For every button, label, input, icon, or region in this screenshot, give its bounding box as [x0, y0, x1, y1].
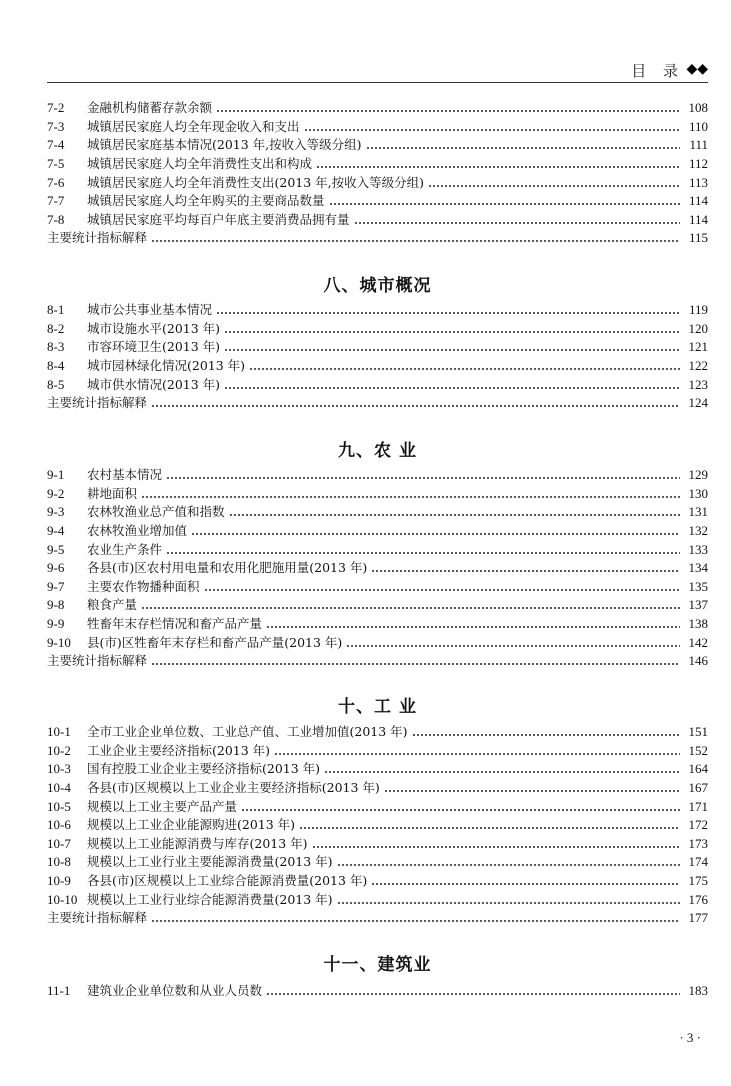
toc-entry[interactable] [47, 540, 708, 559]
toc-entry[interactable] [47, 779, 708, 798]
entry-page-number: 133 [688, 541, 708, 557]
toc-section-7 [47, 99, 708, 248]
entry-code: 10-5 [47, 798, 71, 814]
entry-code: 7-3 [47, 118, 65, 134]
entry-title: 主要农作物播种面积 [87, 578, 204, 596]
entry-title: 城市供水情况(2013 年) [87, 376, 224, 394]
section-heading-8: 八、城市概况 [323, 276, 432, 296]
entry-code: 9-5 [47, 541, 65, 557]
entry-page-number: 173 [688, 835, 708, 851]
toc-entry[interactable] [47, 99, 708, 118]
toc-entry[interactable] [47, 797, 708, 816]
entry-code: 10-2 [47, 742, 71, 758]
entry-title: 城镇居民家庭平均每百户年底主要消费品拥有量 [87, 211, 354, 229]
toc-entry[interactable] [47, 872, 708, 891]
entry-title: 主要统计指标解释 [47, 909, 151, 927]
entry-page-number: 142 [688, 634, 708, 650]
dot-leader [166, 552, 680, 554]
entry-page-number: 108 [688, 100, 708, 116]
dot-leader [329, 203, 680, 205]
entry-code: 9-9 [47, 616, 65, 632]
entry-code: 9-6 [47, 560, 65, 576]
dot-leader [366, 147, 680, 149]
toc-entry[interactable] [47, 375, 708, 394]
entry-title: 主要统计指标解释 [47, 229, 151, 247]
toc-entry[interactable] [47, 229, 708, 248]
dot-leader [224, 387, 680, 389]
entry-page-number: 122 [688, 358, 708, 374]
entry-code: 11-1 [47, 983, 71, 999]
toc-entry[interactable] [47, 173, 708, 192]
entry-code: 10-6 [47, 817, 71, 833]
entry-page-number: 120 [688, 320, 708, 336]
entry-code: 7-7 [47, 193, 65, 209]
entry-title: 规模以上工业企业能源购进(2013 年) [87, 816, 299, 834]
dot-leader [412, 734, 680, 736]
entry-code: 10-10 [47, 891, 78, 907]
entry-title: 粮食产量 [87, 596, 141, 614]
entry-title: 城市园林绿化情况(2013 年) [87, 357, 249, 375]
entry-page-number: 152 [688, 742, 708, 758]
entry-title: 规模以上工业行业综合能源消费量(2013 年) [87, 891, 337, 909]
entry-code: 7-8 [47, 211, 65, 227]
section-heading-9: 九、农 业 [338, 441, 417, 461]
dot-leader [266, 626, 680, 628]
dot-leader [141, 496, 680, 498]
entry-page-number: 114 [688, 193, 708, 209]
entry-title: 各县(市)区农村用电量和农用化肥施用量(2013 年) [87, 559, 371, 577]
entry-title: 农村基本情况 [87, 466, 166, 484]
dot-leader [191, 533, 680, 535]
entry-code: 8-5 [47, 376, 65, 392]
entry-code: 7-2 [47, 100, 65, 116]
dot-leader [312, 846, 680, 848]
running-header [47, 58, 708, 83]
entry-title: 主要统计指标解释 [47, 652, 151, 670]
toc-entry[interactable] [47, 118, 708, 137]
diamond-ornament-icon: ◆◆ [686, 61, 708, 77]
entry-title: 城市公共事业基本情况 [87, 301, 216, 319]
dot-leader [274, 753, 680, 755]
entry-title: 牲畜年末存栏情况和畜产品产量 [87, 615, 266, 633]
entry-title: 农业生产条件 [87, 541, 166, 559]
entry-page-number: 111 [689, 137, 708, 153]
section-heading-11: 十一、建筑业 [323, 955, 432, 975]
entry-page-number: 132 [688, 523, 708, 539]
dot-leader [229, 514, 680, 516]
entry-page-number: 174 [688, 854, 708, 870]
toc-entry[interactable] [47, 760, 708, 779]
toc-entry[interactable] [47, 853, 708, 872]
entry-title: 各县(市)区规模以上工业企业主要经济指标(2013 年) [87, 779, 384, 797]
toc-entry[interactable] [47, 394, 708, 413]
dot-leader [224, 331, 680, 333]
toc-entry[interactable] [47, 301, 708, 320]
entry-page-number: 175 [688, 873, 708, 889]
entry-title: 农林牧渔业增加值 [87, 522, 191, 540]
entry-page-number: 177 [688, 910, 708, 926]
entry-code: 8-2 [47, 320, 65, 336]
dot-leader [428, 185, 680, 187]
toc-entry[interactable] [47, 578, 708, 597]
entry-title: 城镇居民家庭人均全年购买的主要商品数量 [87, 192, 329, 210]
toc-entry[interactable] [47, 890, 708, 909]
dot-leader [304, 129, 680, 131]
dot-leader [324, 771, 680, 773]
dot-leader [346, 645, 680, 647]
entry-code: 9-1 [47, 467, 65, 483]
dot-leader [151, 240, 680, 242]
toc-entry[interactable] [47, 652, 708, 671]
entry-code: 8-4 [47, 358, 65, 374]
entry-title: 市容环境卫生(2013 年) [87, 338, 224, 356]
toc-section-11 [47, 982, 708, 1001]
entry-title: 主要统计指标解释 [47, 394, 151, 412]
toc-entry[interactable] [47, 723, 708, 742]
entry-code: 7-4 [47, 137, 65, 153]
entry-title: 城市设施水平(2013 年) [87, 320, 224, 338]
entry-page-number: 137 [688, 597, 708, 613]
entry-code: 8-1 [47, 302, 65, 318]
entry-title: 城镇居民家庭基本情况(2013 年,按收入等级分组) [87, 136, 366, 154]
entry-title: 县(市)区牲畜年末存栏和畜产品产量(2013 年) [87, 634, 346, 652]
dot-leader [151, 405, 680, 407]
toc-entry[interactable] [47, 136, 708, 155]
toc-entry[interactable] [47, 633, 708, 652]
toc-entry[interactable] [47, 338, 708, 357]
entry-page-number: 131 [688, 504, 708, 520]
dot-leader [354, 222, 680, 224]
entry-page-number: 135 [688, 578, 708, 594]
entry-page-number: 121 [688, 339, 708, 355]
toc-entry[interactable] [47, 982, 708, 1001]
entry-title: 全市工业企业单位数、工业总产值、工业增加值(2013 年) [87, 723, 412, 741]
dot-leader [249, 368, 680, 370]
dot-leader [241, 809, 680, 811]
entry-title: 城镇居民家庭人均全年消费性支出和构成 [87, 155, 316, 173]
dot-leader [299, 827, 680, 829]
dot-leader [337, 902, 680, 904]
entry-title: 建筑业企业单位数和从业人员数 [87, 982, 266, 1000]
entry-code: 8-3 [47, 339, 65, 355]
toc-section-9 [47, 466, 708, 671]
dot-leader [371, 570, 680, 572]
entry-page-number: 115 [688, 230, 708, 246]
toc-entry[interactable] [47, 559, 708, 578]
toc-entry[interactable] [47, 466, 708, 485]
toc-entry[interactable] [47, 835, 708, 854]
entry-title: 城镇居民家庭人均全年消费性支出(2013 年,按收入等级分组) [87, 174, 428, 192]
entry-page-number: 151 [688, 724, 708, 740]
entry-code: 7-6 [47, 174, 65, 190]
dot-leader [384, 790, 680, 792]
toc-section-8 [47, 301, 708, 413]
entry-title: 规模以上工业行业主要能源消费量(2013 年) [87, 853, 337, 871]
entry-page-number: 123 [688, 376, 708, 392]
entry-title: 工业企业主要经济指标(2013 年) [87, 742, 274, 760]
entry-page-number: 171 [688, 798, 708, 814]
toc-section-10 [47, 723, 708, 928]
dot-leader [224, 349, 680, 351]
header-title: 目 录 [631, 62, 684, 80]
entry-page-number: 167 [688, 780, 708, 796]
entry-page-number: 176 [688, 891, 708, 907]
entry-page-number: 134 [688, 560, 708, 576]
entry-title: 各县(市)区规模以上工业综合能源消费量(2013 年) [87, 872, 371, 890]
entry-page-number: 112 [688, 156, 708, 172]
section-heading-10: 十、工 业 [338, 697, 417, 717]
entry-code: 9-10 [47, 634, 71, 650]
toc-entry[interactable] [47, 596, 708, 615]
dot-leader [204, 589, 680, 591]
entry-page-number: 164 [688, 761, 708, 777]
entry-code: 9-7 [47, 578, 65, 594]
entry-code: 7-5 [47, 156, 65, 172]
entry-page-number: 146 [688, 653, 708, 669]
entry-page-number: 138 [688, 616, 708, 632]
entry-title: 国有控股工业企业主要经济指标(2013 年) [87, 760, 324, 778]
toc-entry[interactable] [47, 615, 708, 634]
dot-leader [216, 312, 680, 314]
entry-title: 规模以上工业能源消费与库存(2013 年) [87, 835, 312, 853]
dot-leader [266, 993, 680, 995]
toc-entry[interactable] [47, 485, 708, 504]
entry-page-number: 172 [688, 817, 708, 833]
entry-page-number: 113 [688, 174, 708, 190]
entry-code: 10-3 [47, 761, 71, 777]
dot-leader [216, 110, 680, 112]
entry-title: 城镇居民家庭人均全年现金收入和支出 [87, 118, 304, 136]
entry-page-number: 119 [688, 302, 708, 318]
toc-entry[interactable] [47, 816, 708, 835]
entry-page-number: 183 [688, 983, 708, 999]
dot-leader [337, 864, 680, 866]
dot-leader [166, 477, 680, 479]
toc-entry[interactable] [47, 211, 708, 230]
entry-code: 9-2 [47, 485, 65, 501]
dot-leader [141, 607, 680, 609]
toc-entry[interactable] [47, 357, 708, 376]
toc-entry[interactable] [47, 522, 708, 541]
dot-leader [151, 663, 680, 665]
entry-page-number: 129 [688, 467, 708, 483]
toc-entry[interactable] [47, 192, 708, 211]
entry-page-number: 130 [688, 485, 708, 501]
entry-code: 10-9 [47, 873, 71, 889]
entry-code: 10-8 [47, 854, 71, 870]
entry-code: 10-1 [47, 724, 71, 740]
toc-entry[interactable] [47, 155, 708, 174]
entry-title: 金融机构储蓄存款余额 [87, 99, 216, 117]
entry-page-number: 124 [688, 395, 708, 411]
entry-title: 耕地面积 [87, 485, 141, 503]
entry-title: 规模以上工业主要产品产量 [87, 798, 241, 816]
entry-code: 9-8 [47, 597, 65, 613]
entry-code: 9-3 [47, 504, 65, 520]
page-number: · 3 · [679, 1030, 701, 1045]
toc-entry[interactable] [47, 320, 708, 339]
entry-code: 10-7 [47, 835, 71, 851]
dot-leader [316, 166, 680, 168]
toc-entry[interactable] [47, 742, 708, 761]
entry-code: 9-4 [47, 523, 65, 539]
entry-page-number: 110 [688, 118, 708, 134]
dot-leader [371, 883, 680, 885]
entry-code: 10-4 [47, 780, 71, 796]
entry-title: 农林牧渔业总产值和指数 [87, 503, 229, 521]
toc-entry[interactable] [47, 909, 708, 928]
entry-page-number: 114 [688, 211, 708, 227]
dot-leader [151, 920, 680, 922]
toc-entry[interactable] [47, 503, 708, 522]
